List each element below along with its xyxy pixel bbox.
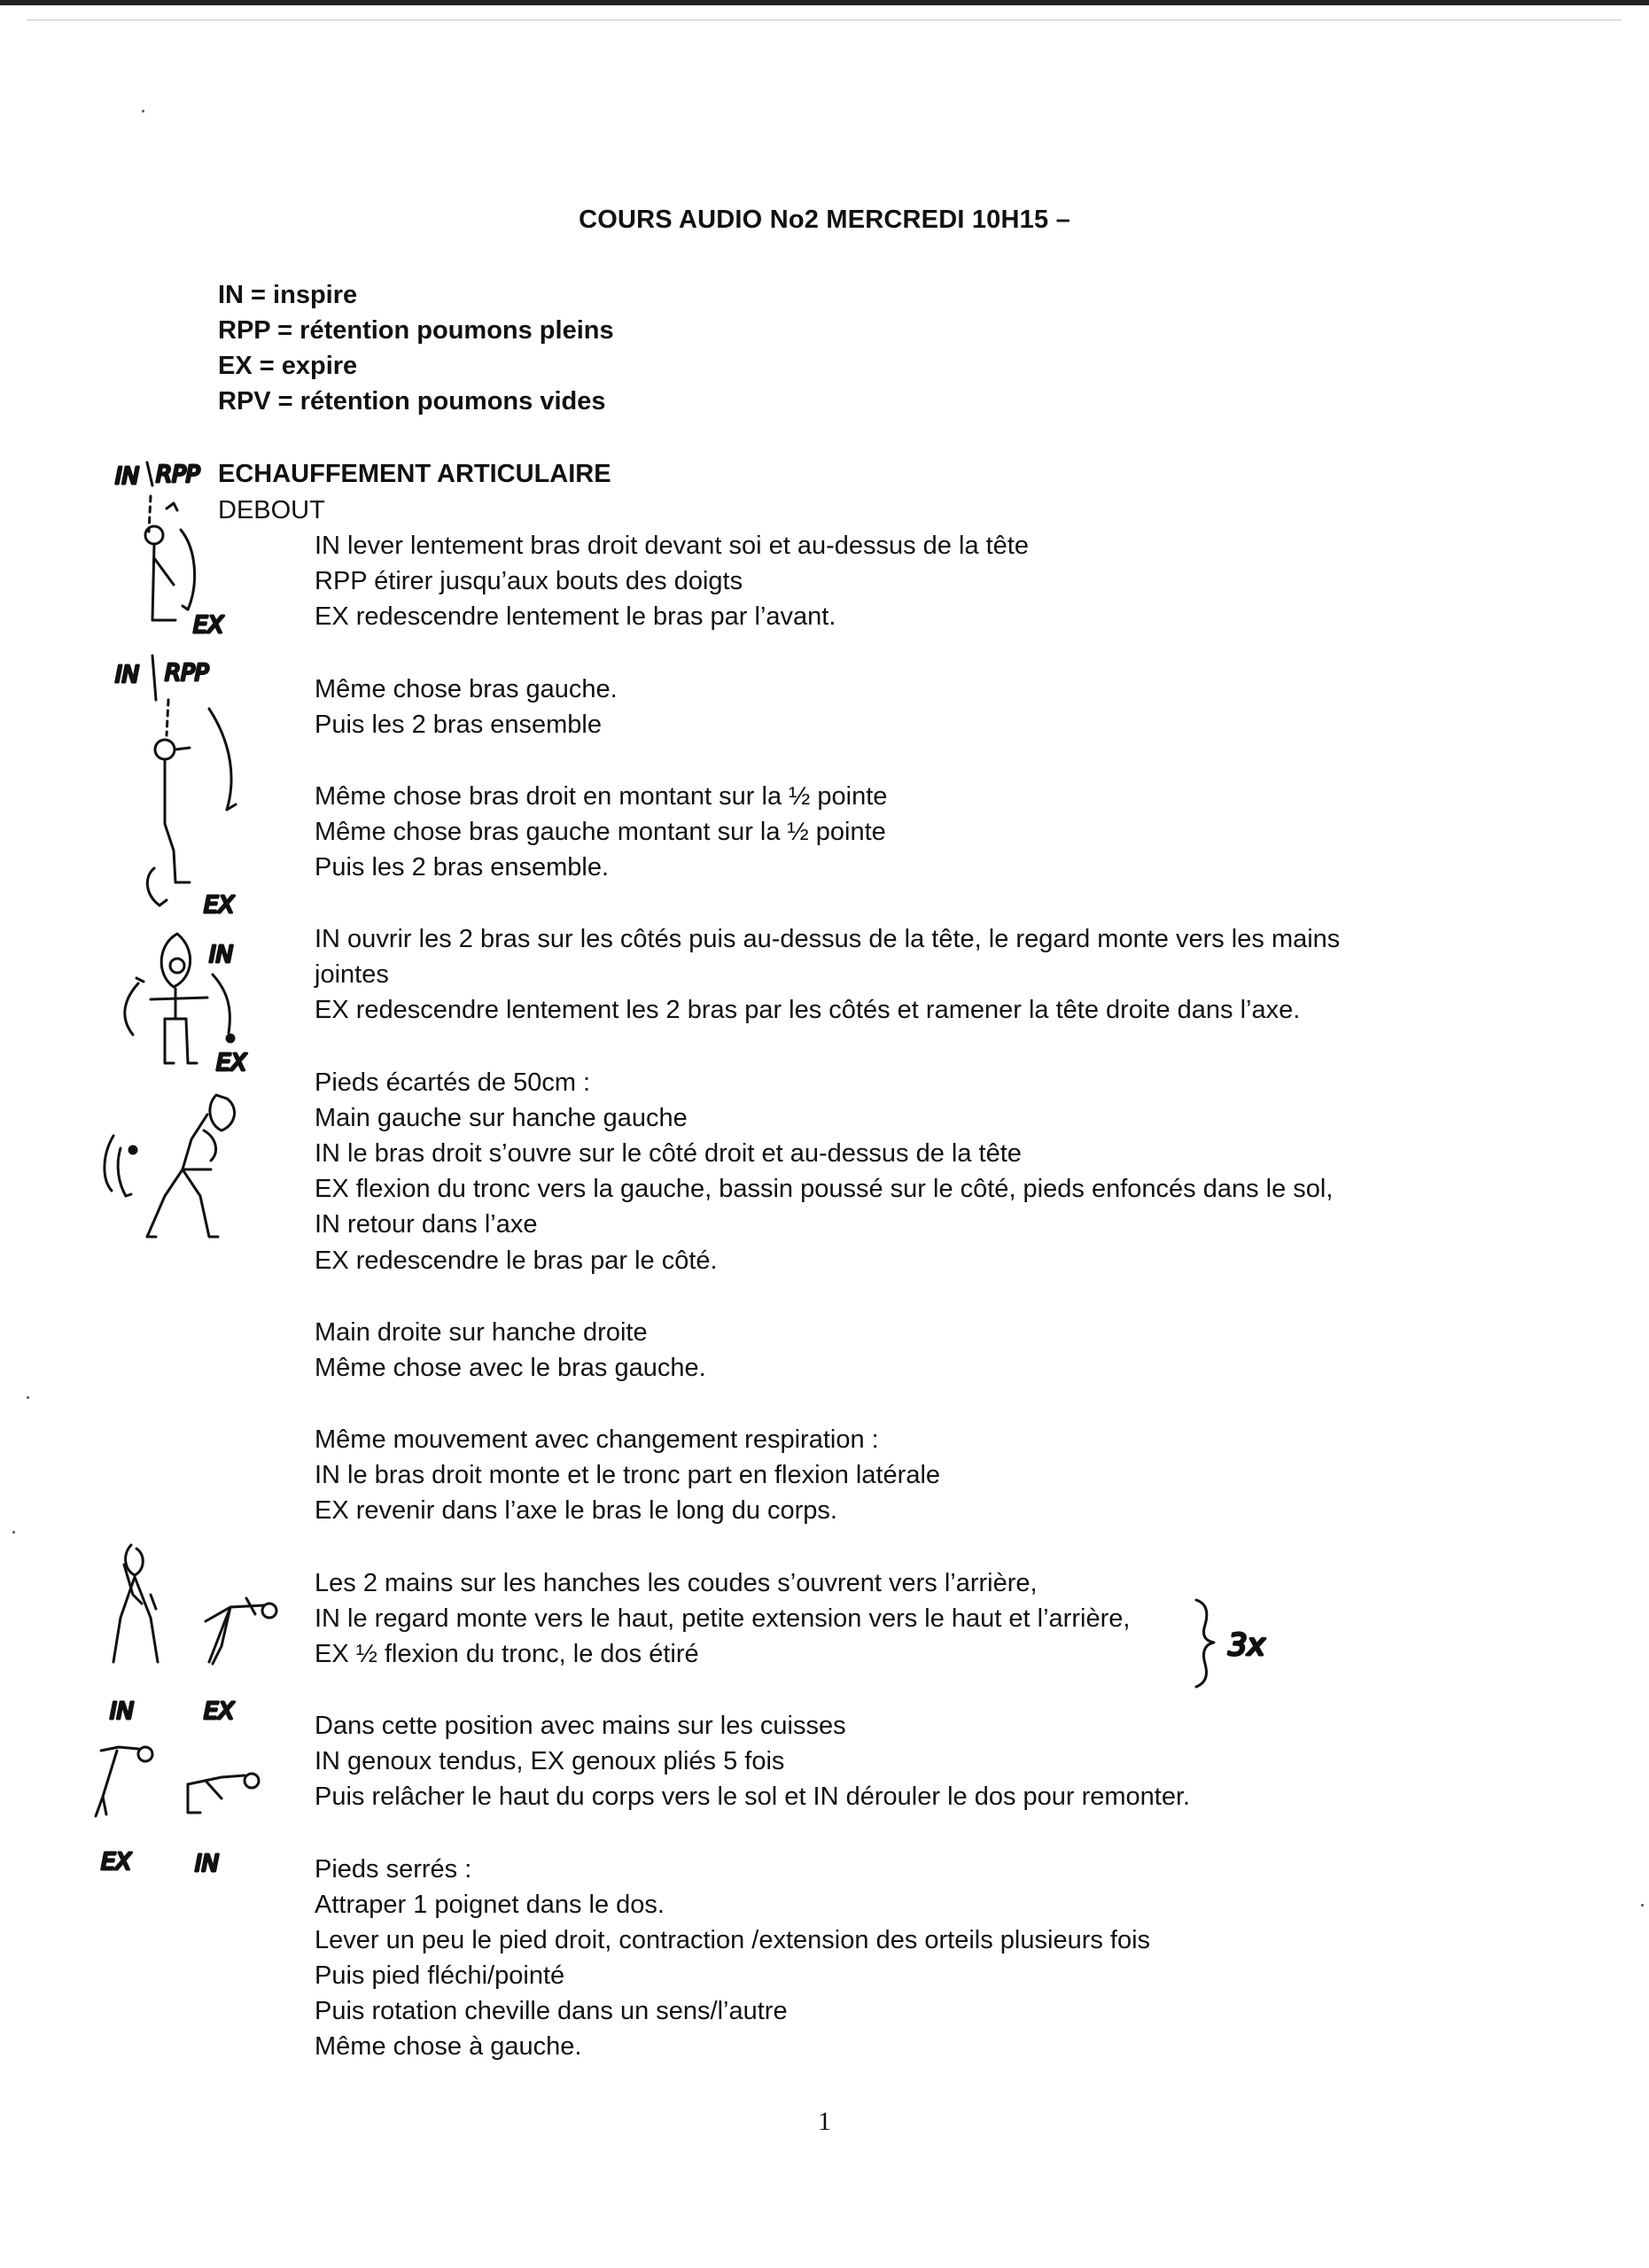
stick-figure-arm-raise xyxy=(115,462,224,639)
handwritten-note: 3x xyxy=(1228,1627,1265,1663)
handwritten-note: IN xyxy=(115,662,140,688)
handwritten-note: EX xyxy=(204,1698,235,1725)
body-line: EX redescendre le bras par le côté. xyxy=(315,1247,718,1275)
body-line: Puis les 2 bras ensemble. xyxy=(315,853,610,882)
body-line: Puis rotation cheville dans un sens/l’autre xyxy=(315,1997,788,2025)
body-line: Lever un peu le pied droit, contraction /extension des orteils plusieurs fois xyxy=(315,1926,1151,1954)
body-line: Pieds serrés : xyxy=(315,1855,472,1884)
sub-heading: DEBOUT xyxy=(218,496,325,524)
body-line: Puis les 2 bras ensemble xyxy=(315,711,602,739)
body-line: EX redescendre lentement le bras par l’avant. xyxy=(315,602,836,631)
stick-figure-arm-raise xyxy=(115,656,236,919)
body-line: jointes xyxy=(315,960,389,989)
body-line: Pieds écartés de 50cm : xyxy=(315,1068,591,1097)
body-line: IN le bras droit s’ouvre sur le côté droit et au-dessus de la tête xyxy=(315,1139,1022,1168)
body-line: Attraper 1 poignet dans le dos. xyxy=(315,1891,665,1919)
page-title: COURS AUDIO No2 MERCREDI 10H15 – xyxy=(579,206,1070,234)
handwritten-note: EX xyxy=(216,1050,247,1076)
body-line: EX ½ flexion du tronc, le dos étiré xyxy=(315,1640,699,1668)
handwritten-note: IN xyxy=(195,1851,220,1877)
body-line: IN le bras droit monte et le tronc part en flexion latérale xyxy=(315,1461,941,1489)
legend-item: RPV = rétention poumons vides xyxy=(218,387,606,416)
bracket-icon xyxy=(1196,1600,1266,1687)
body-line: RPP étirer jusqu’aux bouts des doigts xyxy=(315,567,743,595)
body-line: Dans cette position avec mains sur les cuisses xyxy=(315,1712,846,1740)
handwritten-note: EX xyxy=(204,892,235,919)
body-line: Même chose avec le bras gauche. xyxy=(315,1354,706,1382)
legend-item: RPP = rétention poumons pleins xyxy=(218,316,614,345)
handwritten-note: EX xyxy=(101,1849,132,1876)
body-line: Même chose bras gauche montant sur la ½ pointe xyxy=(315,818,886,846)
handwritten-note: EX xyxy=(193,612,224,639)
body-line: IN retour dans l’axe xyxy=(315,1210,538,1239)
handwritten-note: RPP xyxy=(156,462,200,488)
section-heading: ECHAUFFEMENT ARTICULAIRE xyxy=(218,460,611,488)
body-line: Même chose à gauche. xyxy=(315,2032,582,2061)
body-line: EX flexion du tronc vers la gauche, bassin poussé sur le côté, pieds enfoncés dans le sol, xyxy=(315,1175,1334,1203)
legend-item: EX = expire xyxy=(218,352,358,380)
stick-figure-knees-bent xyxy=(188,1774,259,1877)
body-line: Main droite sur hanche droite xyxy=(315,1318,648,1347)
stick-figure-lateral-flexion xyxy=(105,1095,235,1237)
handwritten-note: IN xyxy=(110,1698,135,1725)
body-line: Les 2 mains sur les hanches les coudes s’ouvrent vers l’arrière, xyxy=(315,1569,1038,1597)
stick-figure-half-flexion xyxy=(204,1598,276,1725)
handwritten-note: RPP xyxy=(165,660,209,687)
handwritten-note: IN xyxy=(115,463,140,490)
body-line: Même chose bras droit en montant sur la ½ pointe xyxy=(315,782,888,811)
body-line: Puis relâcher le haut du corps vers le sol et IN dérouler le dos pour remonter. xyxy=(315,1783,1191,1811)
body-line: IN le regard monte vers le haut, petite extension vers le haut et l’arrière, xyxy=(315,1604,1131,1633)
legend-item: IN = inspire xyxy=(218,281,358,309)
page-number: 1 xyxy=(818,2107,831,2136)
stick-figure-both-arms xyxy=(125,934,248,1076)
body-line: IN genoux tendus, EX genoux pliés 5 fois xyxy=(315,1747,785,1775)
body-line: IN lever lentement bras droit devant soi et au-dessus de la tête xyxy=(315,532,1029,560)
handwritten-note: IN xyxy=(209,942,234,968)
body-line: Même mouvement avec changement respiration : xyxy=(315,1425,879,1454)
body-line: EX revenir dans l’axe le bras le long du corps. xyxy=(315,1496,837,1525)
stick-figure-extension xyxy=(110,1545,158,1725)
body-line: Même chose bras gauche. xyxy=(315,675,618,703)
body-line: Main gauche sur hanche gauche xyxy=(315,1104,688,1132)
body-line: Puis pied fléchi/pointé xyxy=(315,1961,565,1990)
stick-figure-knees-tense xyxy=(96,1747,152,1876)
body-line: IN ouvrir les 2 bras sur les côtés puis au-dessus de la tête, le regard monte vers les mains xyxy=(315,925,1341,953)
body-line: EX redescendre lentement les 2 bras par les côtés et ramener la tête droite dans l’axe. xyxy=(315,996,1301,1024)
